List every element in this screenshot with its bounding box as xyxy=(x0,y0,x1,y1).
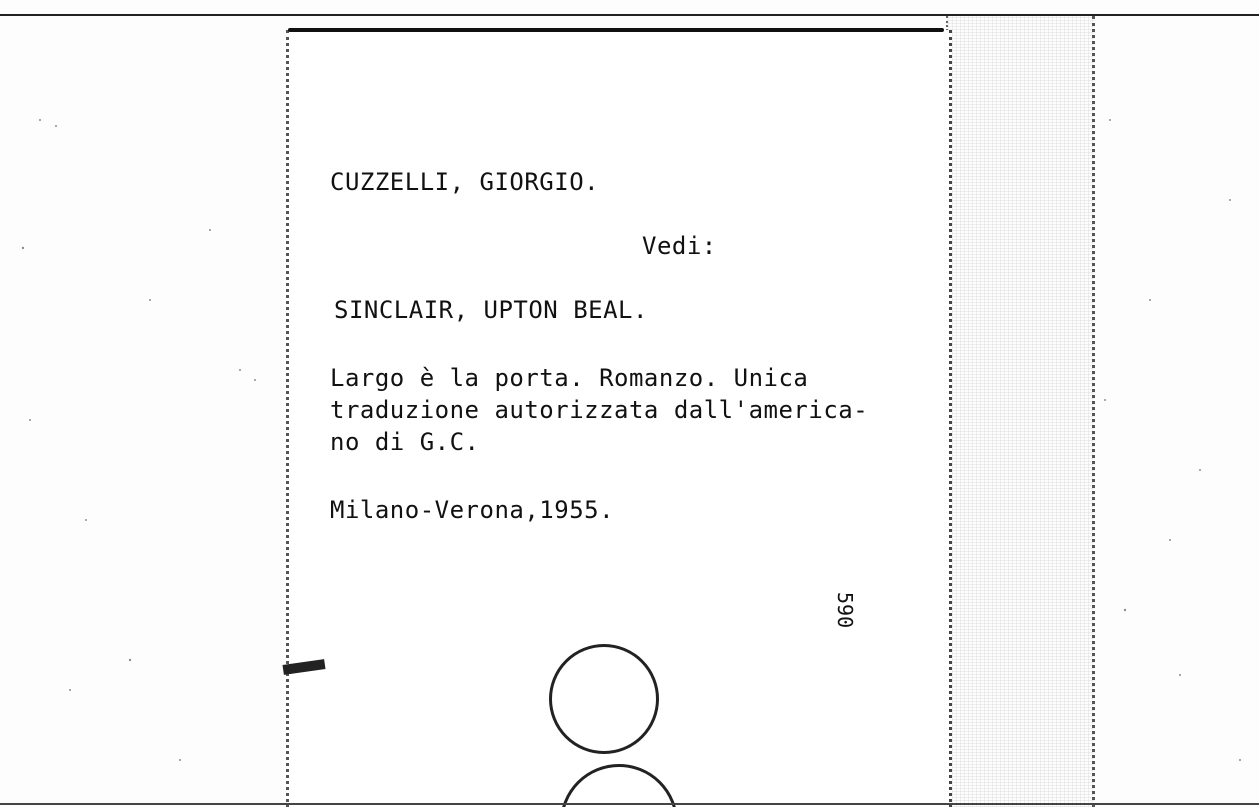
catalog-card-top-edge xyxy=(288,28,944,32)
bottom-edge-line xyxy=(0,803,1259,805)
title-line: Largo è la porta. Romanzo. Unica xyxy=(330,364,809,392)
adjacent-card-edge xyxy=(946,16,1095,807)
imprint: Milano-Verona,1955. xyxy=(330,496,615,524)
title-line: no di G.C. xyxy=(330,428,480,456)
see-label: Vedi: xyxy=(642,232,717,260)
heading-author: CUZZELLI, GIORGIO. xyxy=(330,168,600,196)
shelf-mark: 590 xyxy=(833,592,857,629)
see-reference-author: SINCLAIR, UPTON BEAL. xyxy=(334,296,648,324)
title-line: traduzione autorizzata dall'america- xyxy=(330,396,869,424)
punch-hole xyxy=(549,644,659,754)
